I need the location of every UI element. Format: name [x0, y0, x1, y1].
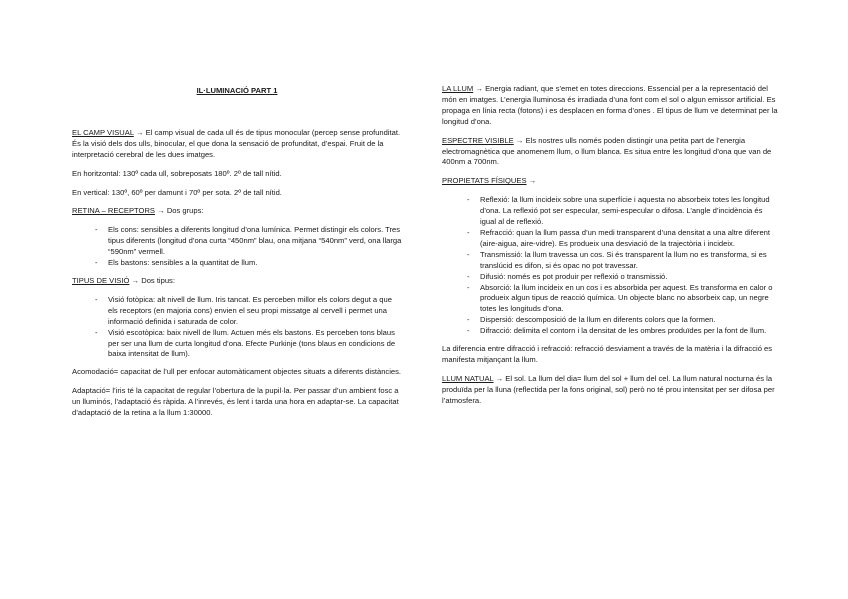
list-item: - Dispersió: descomposició de la llum en diferents colors que la formen. [480, 315, 778, 326]
espectre-heading: ESPECTRE VISIBLE [442, 135, 514, 145]
list-item: - Els bastons: sensibles a la quantitat de llum. [108, 258, 402, 269]
llum-natural-text: → El sol. La llum del dia= llum del sol + llum del cel. La llum natural nocturna és la produïda per la lluna (reflectida per la fons original, sol) però no té prou intensitat per ser difosa per l’atmosfera. [442, 373, 775, 405]
acomodacio-paragraph: Acomodació= capacitat de l’ull per enfocar automàticament objectes situats a diferents distàncies. [72, 367, 402, 377]
list-item: - Transmissió: la llum travessa un cos. Si és transparent la llum no es transforma, si es translúcid es difon, si és opac no pot travessar. [480, 250, 778, 272]
tipus-visio-list [72, 295, 402, 360]
list-item: - Reflexió: la llum incideix sobre una superfície i aquesta no absorbeix totes les longitud d’ona. La reflexió pot ser especular, semi-especular o difosa. L’angle d’incidència és igual al de reflexió. [480, 195, 778, 228]
camp-visual-text: → El camp visual de cada ull és de tipus monocular (percep sense profunditat. És la visió dels dos ulls, binocular, el que dona la sensació de profunditat, d’espai. Fruit de la interpretació cerebral de les dues imatges. [72, 127, 401, 159]
camp-visual-heading: EL CAMP VISUAL [72, 127, 134, 137]
list-item: - Visió escotòpica: baix nivell de llum. Actuen més els bastons. Es perceben tons blaus per ser una llum de curta longitud d’ona. Efecte Purkinje (tons blaus en condicions de baixa intensitat de llum). [108, 328, 402, 361]
adaptacio-paragraph: Adaptació= l’iris té la capacitat de regular l’obertura de la pupil·la. Per passar d’un ambient fosc a un lluminós, l’adaptació és ràpida. A l’inrevés, és lent i tarda una hora en adaptar-se. La capacitat d’adaptació de la retina a la llum 1:30000. [72, 386, 399, 418]
horitzontal-paragraph: En horitzontal: 130º cada ull, sobreposats 180º. 2º de tall nítid. [72, 168, 282, 178]
tipus-visio-paragraph [72, 276, 402, 287]
list-item: - Refracció: quan la llum passa d’un medi transparent d’una densitat a una altre diferent (aire-aigua, aire-vidre). Es produeix una desviació de la trajectòria i incideix. [480, 228, 778, 250]
llum-text: → Energia radiant, que s’emet en totes direccions. Essencial per a la representació del món en imatges. L’energia lluminosa és irradiada d’una font com el sol o algun emissor artificial. Es propaga en línia recta (fotons) i es desplacen en forma d’ones . El tipus de llum ve determinat per la longitud d’ona. [442, 84, 778, 126]
retina-text: → Dos grups: [155, 206, 204, 216]
espectre-paragraph [442, 136, 778, 169]
propietats-list [442, 195, 778, 337]
propietats-heading: PROPIETATS FÍSIQUES [442, 176, 527, 186]
list-item: - Difusió: només es pot produir per reflexió o transmissió. [480, 272, 778, 283]
llum-heading: LA LLUM [442, 84, 474, 93]
list-item: - Difracció: delimita el contorn i la densitat de les ombres produïdes per la font de llum. [480, 326, 778, 337]
retina-list [72, 225, 402, 269]
diferencia-paragraph: La diferencia entre difracció i refracció: refracció desviament a través de la matèria i la difracció es manifesta mitjançant la llum. [442, 344, 773, 364]
retina-heading: RETINA – RECEPTORS [72, 206, 155, 216]
tipus-visio-heading: TIPUS DE VISIÓ [72, 275, 130, 285]
retina-paragraph [72, 206, 402, 217]
list-item: - Absorció: la llum incideix en un cos i es absorbida per aquest. Es transforma en calor o produeix algun tipus de reacció química. Un objecte blanc no absorbeix cap, un negre totes les longituds d’ona. [480, 283, 778, 316]
propietats-text: → [526, 176, 537, 186]
tipus-visio-text: → Dos tipus: [129, 275, 175, 285]
llum-natural-paragraph [442, 374, 778, 407]
vertical-paragraph: En vertical: 130º, 60º per damunt i 70º per sota. 2º de tall nítid. [72, 187, 282, 197]
camp-visual-paragraph [72, 128, 402, 161]
espectre-text: → Els nostres ulls només poden distingir una petita part de l’energia electromagnètica que anomenem llum, o llum blanca. Es situa entre les longitud d’ona que van de 400nm a 700nm. [442, 135, 772, 167]
llum-paragraph [442, 84, 778, 128]
list-item: - Visió fotòpica: alt nivell de llum. Iris tancat. Es perceben millor els colors degut a que els receptors (en majoria cons) envien el seu propi missatge al cervell i permet una informació definida i saturada de color. [108, 295, 402, 328]
left-column [72, 84, 402, 427]
list-item: - Els cons: sensibles a diferents longitud d’ona lumínica. Permet distingir els colors. Tres tipus diferents (longitud d’ona curta “450nm” blau, ona mitjana “540nm” verd, ona llarga “590nm” vermell. [108, 225, 402, 258]
right-column [442, 84, 778, 415]
llum-natural-heading: LLUM NATUAL [442, 373, 494, 383]
document-title: IL·LUMINACIÓ PART 1 [196, 86, 278, 95]
propietats-paragraph [442, 176, 778, 187]
